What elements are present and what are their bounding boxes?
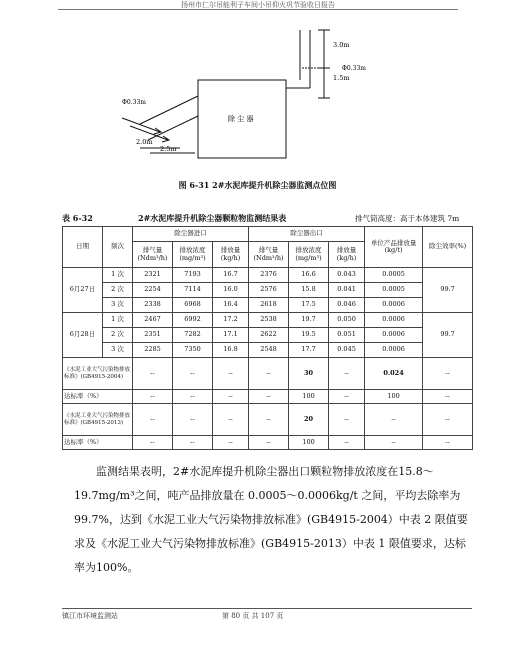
dash-cell: -- xyxy=(133,358,173,390)
efficiency-cell: 99.7 xyxy=(423,268,473,313)
figure-caption: 图 6-31 2#水泥库提升机除尘器监测点位图 xyxy=(178,180,337,190)
standard-row-2004 xyxy=(63,358,473,390)
dash-cell: -- xyxy=(133,436,173,450)
dash-cell: -- xyxy=(423,358,473,390)
efficiency-cell: 99.7 xyxy=(423,313,473,358)
in-rate-cell: 16.4 xyxy=(213,298,249,313)
unit-cell: 0.0006 xyxy=(365,328,423,343)
in-flow-cell: 2351 xyxy=(133,328,173,343)
out-rate-cell: 0.046 xyxy=(329,298,365,313)
out-flow-cell: 2376 xyxy=(249,268,289,283)
compliance-conc-cell: 100 xyxy=(289,436,329,450)
dash-cell: -- xyxy=(365,436,423,450)
out-rate-cell: 0.051 xyxy=(329,328,365,343)
header-efficiency: 除尘效率(%) xyxy=(423,227,473,268)
dash-cell: -- xyxy=(249,358,289,390)
in-flow-cell: 2254 xyxy=(133,283,173,298)
out-conc-cell: 17.5 xyxy=(289,298,329,313)
in-conc-cell: 7193 xyxy=(173,268,213,283)
standard-row-2013 xyxy=(63,404,473,436)
out-flow-cell: 2622 xyxy=(249,328,289,343)
paragraph-text: 监测结果表明，2#水泥库提升机除尘器出口颗粒物排放浓度在15.8～19.7mg/m³之间，吨产品排放量在 0.0005～0.0006kg/t 之间，平均去除率为 99.7%，达到《水泥工业大气污染物排放标准》(GB4915-2004）中表 2 限值要求及《水泥工业大气污染物排放标准》(GB4915-2013）中表 1 限值要求，达标率为100%。 xyxy=(74,465,468,574)
in-rate-cell: 16.7 xyxy=(213,268,249,283)
freq-cell: 1 次 xyxy=(103,313,133,328)
dash-cell: -- xyxy=(213,436,249,450)
dash-cell: -- xyxy=(173,404,213,436)
out-rate-cell: 0.043 xyxy=(329,268,365,283)
freq-cell: 1 次 xyxy=(103,268,133,283)
dash-cell: -- xyxy=(213,390,249,404)
dash-cell: -- xyxy=(423,436,473,450)
dash-cell: -- xyxy=(423,404,473,436)
standard-conc-cell: 30 xyxy=(289,358,329,390)
results-table xyxy=(62,226,473,450)
table-row xyxy=(63,268,473,283)
dash-cell: -- xyxy=(213,358,249,390)
in-conc-cell: 6992 xyxy=(173,313,213,328)
header-out-rate: 排放量(kg/h) xyxy=(329,242,365,268)
table-row xyxy=(63,298,473,313)
out-conc-cell: 19.7 xyxy=(289,313,329,328)
unit-cell: 0.0006 xyxy=(365,298,423,313)
out-flow-cell: 2538 xyxy=(249,313,289,328)
out-flow-cell: 2576 xyxy=(249,283,289,298)
standard-2013-label: 《水泥工业大气污染物排放标准》(GB4915-2013) xyxy=(63,404,133,436)
freq-cell: 2 次 xyxy=(103,328,133,343)
in-rate-cell: 16.8 xyxy=(213,343,249,358)
dash-cell: -- xyxy=(249,404,289,436)
header-date: 日期 xyxy=(63,227,103,268)
compliance-2013-label: 达标率（%） xyxy=(63,436,133,450)
dash-cell: -- xyxy=(173,436,213,450)
out-rate-cell: 0.041 xyxy=(329,283,365,298)
freq-cell: 3 次 xyxy=(103,343,133,358)
result-paragraph xyxy=(74,460,469,580)
dash-cell: -- xyxy=(173,390,213,404)
dash-cell: -- xyxy=(329,404,365,436)
dash-cell: -- xyxy=(365,404,423,436)
in-flow-cell: 2467 xyxy=(133,313,173,328)
header-in-rate: 排放量(kg/h) xyxy=(213,242,249,268)
out-flow-cell: 2548 xyxy=(249,343,289,358)
out-flow-cell: 2618 xyxy=(249,298,289,313)
header-in-conc: 排放浓度(mg/m³) xyxy=(173,242,213,268)
in-rate-cell: 17.1 xyxy=(213,328,249,343)
height-top-label: 3.0m xyxy=(333,41,350,49)
out-rate-cell: 0.050 xyxy=(329,313,365,328)
unit-cell: 0.0006 xyxy=(365,343,423,358)
out-conc-cell: 19.5 xyxy=(289,328,329,343)
inlet-diameter-label: Φ0.33m xyxy=(122,99,146,106)
header-out-conc: 排放浓度(mg/m³) xyxy=(289,242,329,268)
table-title: 2#水泥库提升机除尘器颗粒物监测结果表 xyxy=(138,213,287,223)
dash-cell: -- xyxy=(329,358,365,390)
in-conc-cell: 7282 xyxy=(173,328,213,343)
in-conc-cell: 7114 xyxy=(173,283,213,298)
length-a-label: 2.0m xyxy=(136,138,153,146)
unit-cell: 0.0005 xyxy=(365,283,423,298)
in-flow-cell: 2338 xyxy=(133,298,173,313)
header-outlet: 除尘器出口 xyxy=(249,227,365,242)
dash-cell: -- xyxy=(173,358,213,390)
freq-cell: 2 次 xyxy=(103,283,133,298)
table-row xyxy=(63,283,473,298)
table-row xyxy=(63,343,473,358)
out-conc-cell: 15.8 xyxy=(289,283,329,298)
compliance-row-2013 xyxy=(63,436,473,450)
out-conc-cell: 16.6 xyxy=(289,268,329,283)
standard-2004-label: 《水泥工业大气污染物排放标准》(GB4915-2004) xyxy=(63,358,133,390)
unit-cell: 0.0005 xyxy=(365,268,423,283)
header-out-flow: 排气量(Ndm³/h) xyxy=(249,242,289,268)
page-header: 扬州市仁尔吊能利子车间小吊仰火巩节验收日报告 xyxy=(58,0,458,10)
dash-cell: -- xyxy=(133,404,173,436)
date-cell: 6月27日 xyxy=(63,268,103,313)
table-note: 排气筒高度：高于本体建筑 7m xyxy=(355,214,460,223)
out-conc-cell: 17.7 xyxy=(289,343,329,358)
in-rate-cell: 16.0 xyxy=(213,283,249,298)
length-b-label: 2.5m xyxy=(160,145,177,153)
table-row xyxy=(63,328,473,343)
in-flow-cell: 2285 xyxy=(133,343,173,358)
dash-cell: -- xyxy=(329,390,365,404)
dash-cell: -- xyxy=(329,436,365,450)
table-number: 表 6-32 xyxy=(62,213,93,223)
dash-cell: -- xyxy=(423,390,473,404)
footer-page-number: 第 80 页 共 107 页 xyxy=(222,612,284,620)
date-cell: 6月28日 xyxy=(63,313,103,358)
table-row xyxy=(63,313,473,328)
dash-cell: -- xyxy=(133,390,173,404)
compliance-row-2004 xyxy=(63,390,473,404)
compliance-conc-cell: 100 xyxy=(289,390,329,404)
out-rate-cell: 0.045 xyxy=(329,343,365,358)
stack-diameter-label: Φ0.33m xyxy=(342,65,366,72)
dash-cell: -- xyxy=(213,404,249,436)
standard-conc-cell: 20 xyxy=(289,404,329,436)
in-conc-cell: 7350 xyxy=(173,343,213,358)
in-rate-cell: 17.2 xyxy=(213,313,249,328)
in-conc-cell: 6968 xyxy=(173,298,213,313)
freq-cell: 3 次 xyxy=(103,298,133,313)
height-bottom-label: 1.5m xyxy=(333,74,350,82)
dash-cell: -- xyxy=(249,436,289,450)
compliance-unit-cell: 100 xyxy=(365,390,423,404)
unit-cell: 0.0006 xyxy=(365,313,423,328)
footer-org: 镇江市环境监测站 xyxy=(62,612,118,620)
page-footer xyxy=(62,608,472,620)
box-label: 除 尘 器 xyxy=(228,115,254,123)
header-unit-emission: 单位产品排放量(kg/t) xyxy=(365,227,423,268)
dash-cell: -- xyxy=(249,390,289,404)
header-inlet: 除尘器进口 xyxy=(133,227,249,242)
compliance-2004-label: 达标率（%） xyxy=(63,390,133,404)
standard-unit-cell: 0.024 xyxy=(365,358,423,390)
monitoring-point-diagram xyxy=(0,0,515,180)
header-in-flow: 排气量(Ndm³/h) xyxy=(133,242,173,268)
header-freq: 频次 xyxy=(103,227,133,268)
in-flow-cell: 2321 xyxy=(133,268,173,283)
